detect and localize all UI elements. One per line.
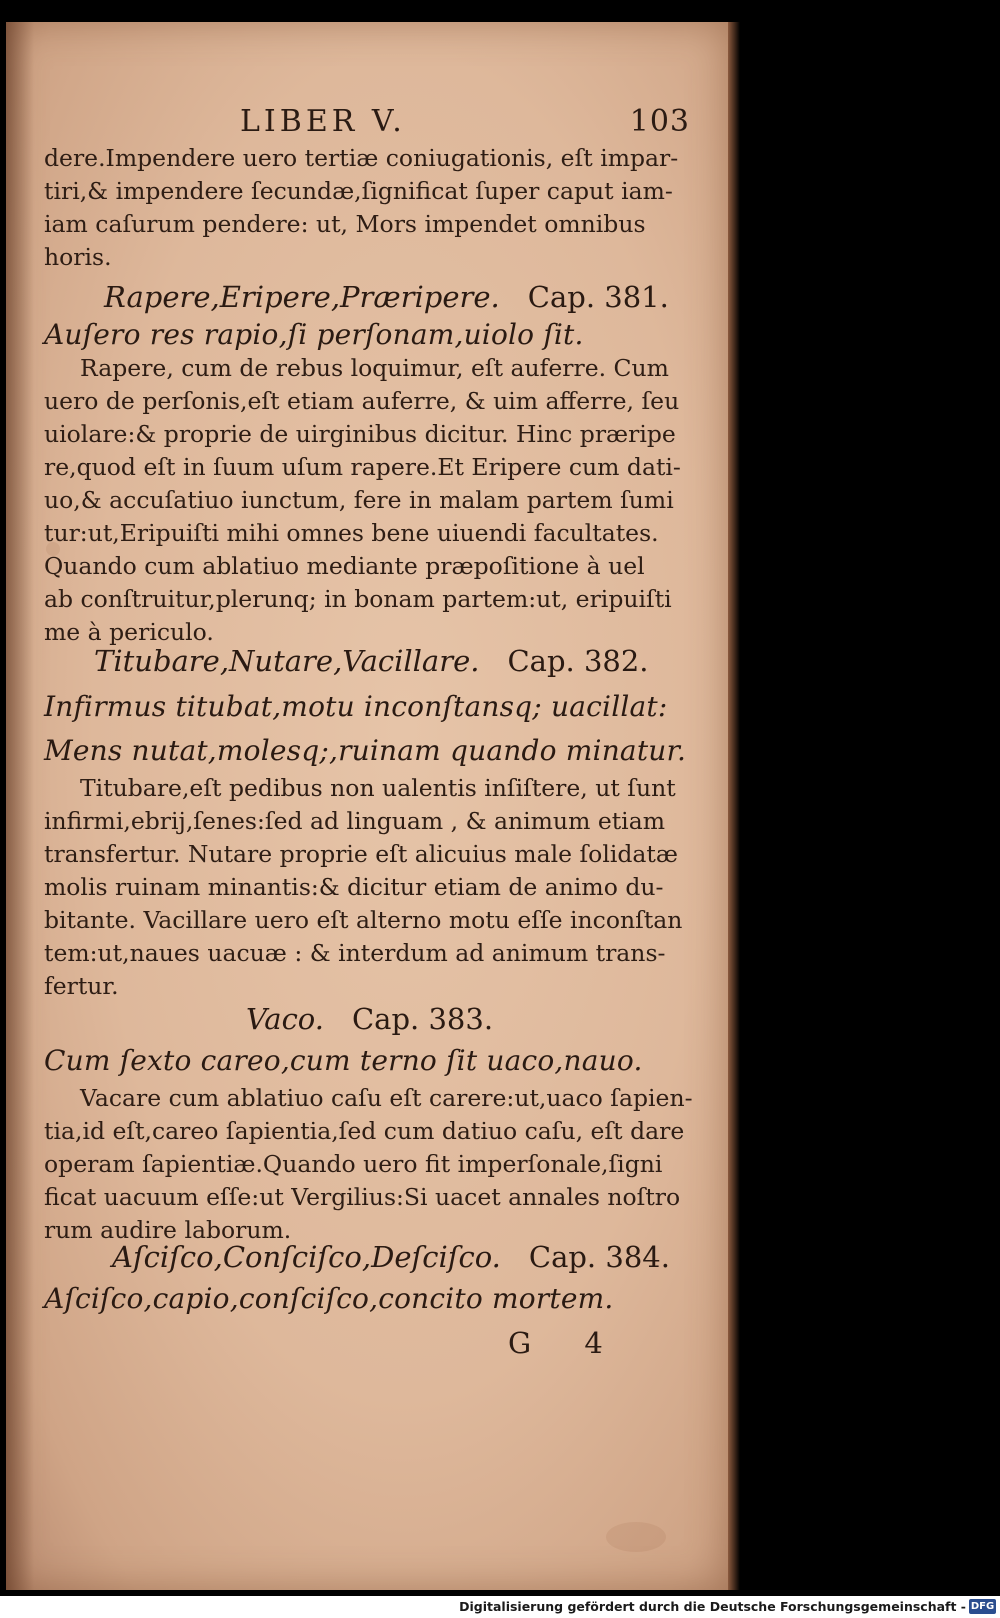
chapter-title: Rapere,Eripere,Præripere. — [104, 280, 500, 314]
text-line: uero de perſonis,eſt etiam auferre, & uim afferre, ſeu — [44, 387, 680, 415]
text-line: Quando cum ablatiuo mediante præpoſitione à uel — [44, 552, 645, 580]
chapter-paragraph-381 — [44, 352, 694, 649]
text-line: ab conſtruitur,plerunq; in bonam partem:ut, eripuiſti — [44, 585, 672, 613]
page-edge — [728, 22, 740, 1590]
chapter-title: Aſciſco,Conſciſco,Deſciſco. — [112, 1240, 501, 1274]
running-head-title: LIBER V. — [240, 104, 406, 139]
signature-mark: G 4 — [508, 1326, 625, 1360]
text-line: tem:ut,naues uacuæ : & interdum ad animum trans- — [44, 939, 666, 967]
page-number: 103 — [629, 104, 690, 139]
chapter-number: Cap. 384. — [528, 1240, 670, 1274]
chapter-heading-382 — [94, 644, 649, 678]
funding-credit: Digitalisierung gefördert durch die Deutsche Forschungsgemeinschaft - — [459, 1599, 966, 1614]
chapter-heading-384 — [112, 1240, 670, 1274]
text-line: iam caſurum pendere: ut, Mors impendet omnibus — [44, 210, 646, 238]
text-line: infirmi,ebrij,ſenes:ſed ad linguam , & animum etiam — [44, 807, 665, 835]
mnemonic-verse: Auſero res rapio,ſi perſonam,uiolo ſit. — [44, 318, 584, 351]
chapter-paragraph-382 — [44, 772, 694, 1003]
chapter-paragraph-383 — [44, 1082, 694, 1247]
intro-paragraph — [44, 142, 694, 274]
text-line: tia,id eſt,careo ſapientia,ſed cum datiuo caſu, eſt dare — [44, 1117, 685, 1145]
chapter-number: Cap. 381. — [527, 280, 669, 314]
text-line: re,quod eſt in ſuum uſum rapere.Et Eripere cum dati- — [44, 453, 681, 481]
text-line: me à periculo. — [44, 618, 214, 646]
text-line: bitante. Vacillare uero eſt alterno motu eſſe inconſtan — [44, 906, 683, 934]
running-head — [240, 104, 690, 144]
mnemonic-verse: Cum ſexto careo,cum terno ſit uaco,nauo. — [44, 1044, 643, 1077]
chapter-number: Cap. 383. — [351, 1002, 494, 1036]
text-line: operam ſapientiæ.Quando uero fit imperſonale,ſigni — [44, 1150, 663, 1178]
chapter-heading-383 — [246, 1002, 493, 1036]
chapter-heading-381 — [104, 280, 669, 314]
text-line: tur:ut,Eripuiſti mihi omnes bene uiuendi facultates. — [44, 519, 659, 547]
text-line: rum audire laborum. — [44, 1216, 292, 1244]
dfg-logo: DFG — [970, 1601, 995, 1612]
text-line: horis. — [44, 243, 112, 271]
text-line: tiri,& impendere ſecundæ,ſignificat ſuper caput iam- — [44, 177, 673, 205]
spine-shadow — [6, 22, 34, 1590]
text-line: ficat uacuum eſſe:ut Vergilius:Si uacet annales noſtro — [44, 1183, 681, 1211]
chapter-title: Vaco. — [246, 1002, 324, 1036]
text-line: Vacare cum ablatiuo caſu eſt carere:ut,uaco ſapien- — [80, 1084, 693, 1112]
text-line: Rapere, cum de rebus loquimur, eſt auferre. Cum — [80, 354, 669, 382]
mnemonic-verse: Infirmus titubat,motu inconſtansq; uacillat: — [44, 690, 668, 723]
paper-stain — [606, 1522, 666, 1552]
text-line: Titubare,eſt pedibus non ualentis inſiſtere, ut ſunt — [80, 774, 676, 802]
text-line: molis ruinam minantis:& dicitur etiam de animo du- — [44, 873, 664, 901]
text-line: fertur. — [44, 972, 119, 1000]
text-line: uiolare:& proprie de uirginibus dicitur. Hinc præripe — [44, 420, 676, 448]
text-line: transfertur. Nutare proprie eſt alicuius male ſolidatæ — [44, 840, 678, 868]
text-line: uo,& accuſatiuo iunctum, fere in malam partem ſumi — [44, 486, 674, 514]
chapter-title: Titubare,Nutare,Vacillare. — [94, 644, 480, 678]
mnemonic-verse: Mens nutat,molesq;,ruinam quando minatur. — [44, 734, 687, 767]
chapter-number: Cap. 382. — [507, 644, 649, 678]
mnemonic-verse: Aſciſco,capio,conſciſco,concito mortem. — [44, 1282, 614, 1315]
text-line: dere.Impendere uero tertiæ coniugationis, eſt impar- — [44, 144, 679, 172]
